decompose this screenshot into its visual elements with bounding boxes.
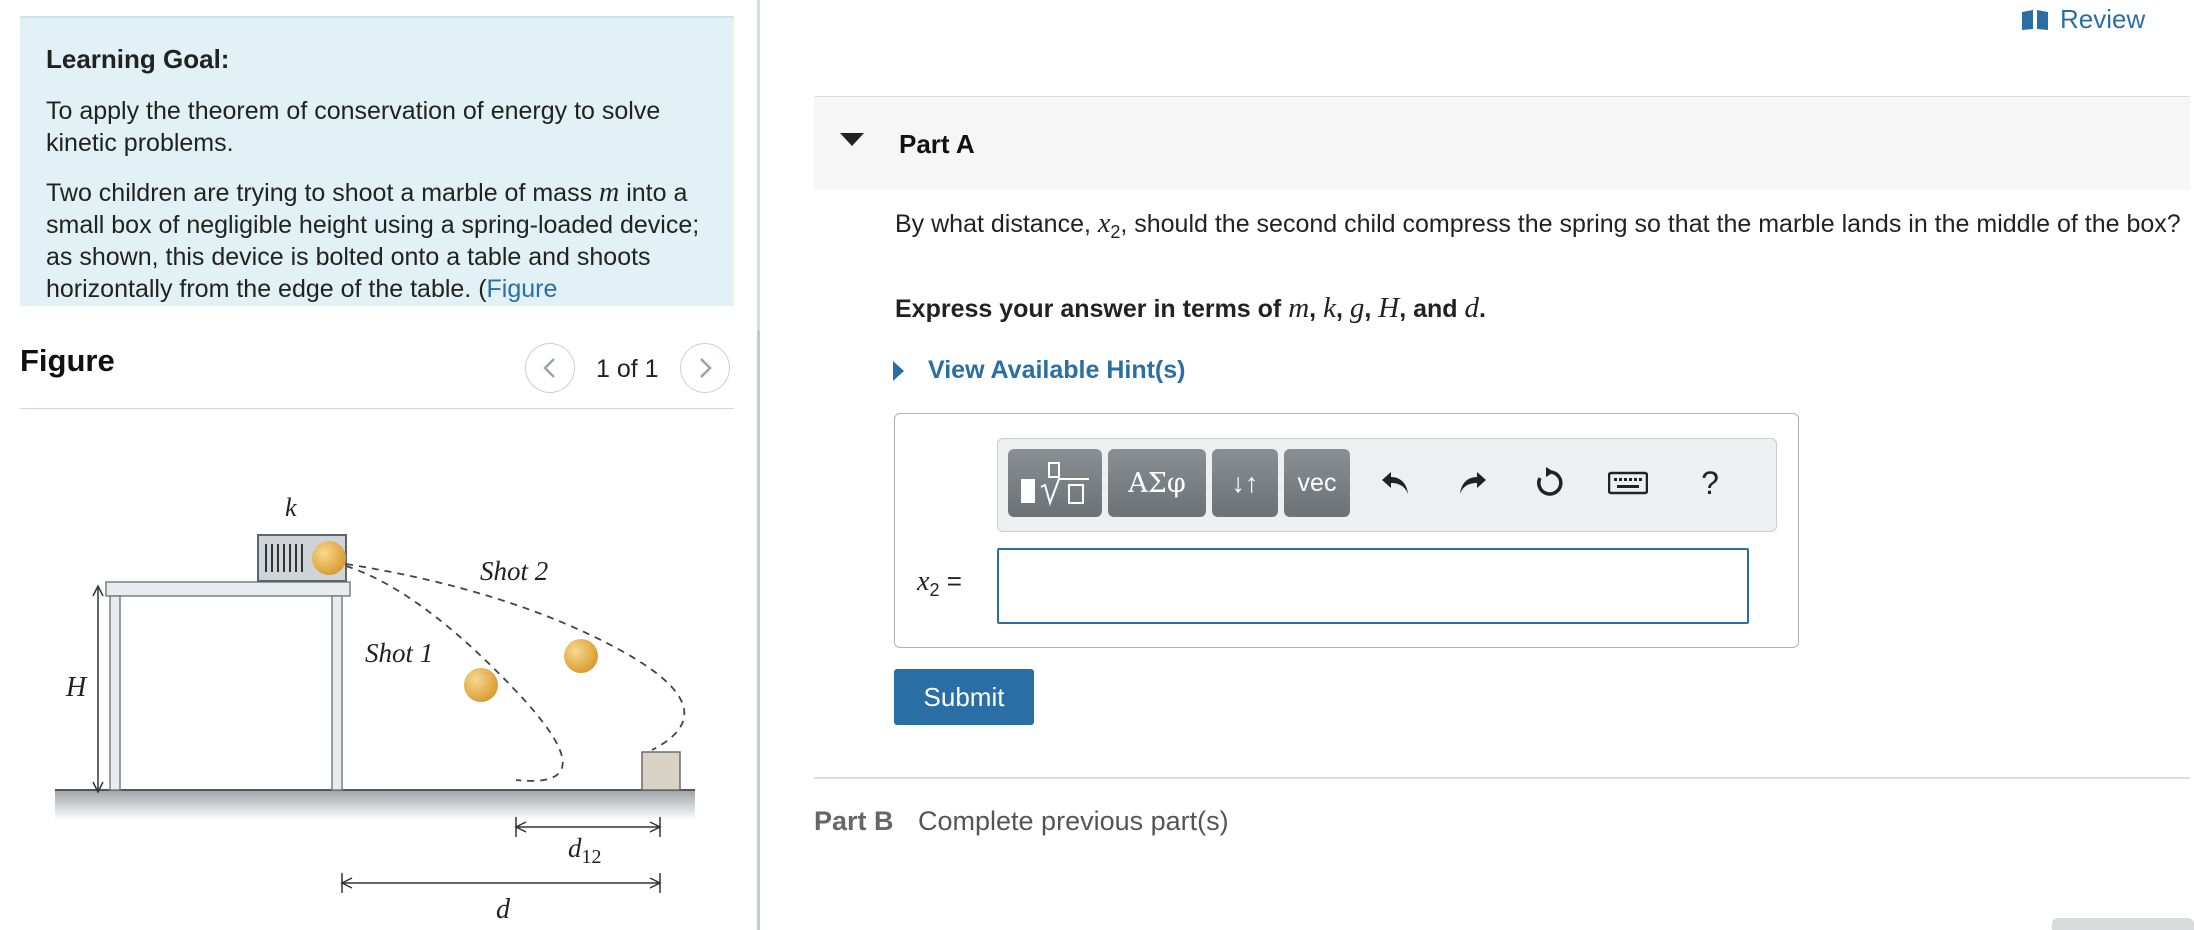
book-icon (2020, 9, 2050, 31)
learning-goal-box (20, 16, 734, 306)
question-start: By what distance, (895, 210, 1098, 238)
var-g: g (1349, 292, 1365, 324)
target-box (642, 752, 680, 790)
reset-icon[interactable] (1526, 459, 1574, 507)
figure-diagram (40, 480, 710, 930)
collapse-caret-icon[interactable] (840, 133, 864, 146)
greek-symbols-button[interactable]: ΑΣφ (1108, 449, 1206, 517)
help-button[interactable]: ? (1701, 464, 1719, 501)
submit-button[interactable]: Submit (894, 669, 1034, 725)
d-label: d (496, 894, 510, 925)
floor (55, 790, 695, 820)
bottom-corner-tab[interactable] (2052, 918, 2194, 930)
var-k: k (1323, 292, 1336, 324)
vector-button[interactable]: vec (1284, 449, 1350, 517)
fraction-root-icon (1015, 457, 1095, 509)
goal-heading: Learning Goal: (46, 44, 230, 74)
subscript-superscript-button[interactable]: ↓↑ (1212, 449, 1278, 517)
table-leg-right (332, 596, 342, 790)
height-label: H (66, 672, 87, 703)
express-prefix: Express your answer in terms of (895, 295, 1289, 323)
next-figure-button[interactable] (680, 343, 730, 393)
table-leg-left (110, 596, 120, 790)
part-a-header[interactable] (814, 96, 2190, 190)
redo-icon[interactable] (1448, 459, 1496, 507)
var-d: d (1464, 292, 1480, 324)
keyboard-icon[interactable] (1604, 459, 1652, 507)
d12-var: d (568, 833, 582, 863)
figure-counter: 1 of 1 (596, 355, 659, 383)
question-variable: x (1097, 208, 1111, 239)
figure-title: Figure (20, 343, 115, 378)
marble-shot2 (564, 639, 598, 673)
problem-text-start: Two children are trying to shoot a marble of mass (46, 179, 600, 207)
express-and: and (1413, 295, 1458, 323)
marble-shot1 (464, 668, 498, 702)
var-m: m (1288, 292, 1310, 324)
hint-label: View Available Hint(s) (928, 356, 1186, 384)
var-H: H (1378, 292, 1400, 324)
chevron-left-icon (540, 356, 560, 380)
math-toolbar (997, 438, 1777, 532)
shot2-label: Shot 2 (480, 556, 549, 586)
mass-variable: m (599, 177, 620, 208)
part-b-status: Complete previous part(s) (918, 806, 1229, 836)
previous-figure-button[interactable] (525, 343, 575, 393)
answer-variable: x (917, 566, 930, 597)
figure-link[interactable]: Figure (486, 275, 558, 303)
shot1-trajectory (346, 566, 563, 781)
goal-text: To apply the theorem of conservation of energy to solve kinetic problems. (46, 97, 661, 157)
answer-box (894, 413, 1799, 648)
part-b-divider (814, 777, 2190, 779)
question-text (895, 208, 2185, 248)
chevron-right-icon (695, 356, 715, 380)
figure-header (20, 335, 734, 409)
question-end: , should the second child compress the spring so that the marble lands in the middle of the box? (1120, 210, 2181, 238)
left-pane (0, 0, 760, 930)
undo-icon[interactable] (1372, 459, 1420, 507)
answer-equals: = (946, 566, 962, 596)
marble-start (312, 541, 346, 575)
view-hints-toggle[interactable] (893, 356, 1185, 385)
review-label: Review (2060, 4, 2146, 34)
part-a-title: Part A (899, 129, 975, 159)
part-b-title: Part B (814, 806, 894, 836)
answer-variable-sub: 2 (929, 580, 940, 601)
answer-input[interactable] (997, 548, 1749, 624)
answer-label (917, 566, 962, 601)
problem-text-end: into a small box of negligible height using a spring-loaded device; as shown, this device is bolted onto a table and shoots horizontally from the edge of the table. ( (46, 179, 700, 303)
d12-sub: 12 (581, 846, 602, 868)
d12-label (568, 833, 602, 868)
shot1-label: Shot 1 (365, 638, 434, 668)
spring-coils (266, 544, 302, 572)
pane-divider-handle[interactable] (757, 330, 760, 930)
spring-label: k (285, 493, 297, 522)
problem-text (46, 177, 708, 305)
express-instructions: Express your answer in terms of m, k, g, H, and d. (895, 292, 1486, 324)
table-top (106, 582, 350, 596)
review-link[interactable] (2020, 4, 2145, 35)
expand-arrow-icon (893, 361, 904, 381)
question-variable-sub: 2 (1110, 222, 1121, 242)
templates-button[interactable] (1008, 449, 1102, 517)
